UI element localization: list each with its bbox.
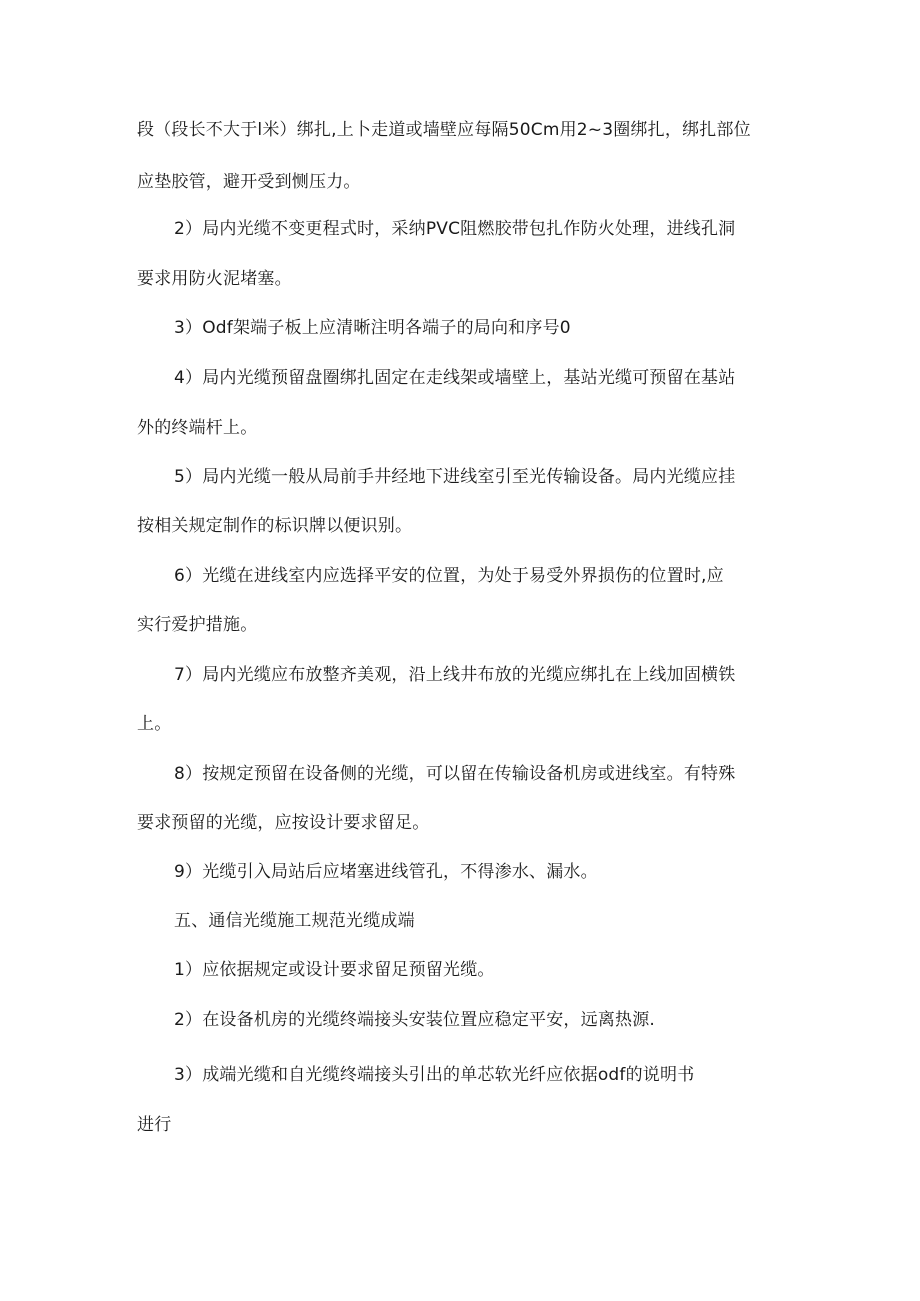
text-line: 2）局内光缆不变更程式时，采纳PVC阻燃胶带包扎作防火处理，进线孔洞 — [174, 219, 736, 239]
text-line: 4）局内光缆预留盘圈绑扎固定在走线架或墙壁上，基站光缆可预留在基站 — [174, 368, 736, 388]
text-line: 8）按规定预留在设备侧的光缆，可以留在传输设备机房或进线室。有特殊 — [174, 764, 736, 784]
text-line: 外的终端杆上。 — [137, 418, 258, 438]
text-line: 要求用防火泥堵塞。 — [137, 269, 292, 289]
text-line: 应垫胶管，避开受到恻压力。 — [137, 172, 361, 192]
text-line: 5）局内光缆一般从局前手井经地下进线室引至光传输设备。局内光缆应挂 — [174, 467, 736, 487]
text-line: 要求预留的光缆，应按设计要求留足。 — [137, 813, 430, 833]
text-line: 2）在设备机房的光缆终端接头安装位置应稳定平安，远离热源. — [174, 1010, 656, 1030]
text-line: 9）光缆引入局站后应堵塞进线管孔，不得渗水、漏水。 — [174, 862, 598, 882]
text-line: 按相关规定制作的标识牌以便识别。 — [137, 516, 413, 536]
text-line: 实行爱护措施。 — [137, 615, 258, 635]
text-line: 上。 — [137, 714, 172, 734]
text-line: 6）光缆在进线室内应选择平安的位置，为处于易受外界损伤的位置时,应 — [174, 566, 724, 586]
text-line: 3）成端光缆和自光缆终端接头引出的单芯软光纤应依据odf的说明书 — [174, 1065, 695, 1085]
text-line: 3）Odf架端子板上应清晰注明各端子的局向和序号0 — [174, 318, 571, 338]
text-line: 1）应依据规定或设计要求留足预留光缆。 — [174, 960, 495, 980]
section-heading: 五、通信光缆施工规范光缆成端 — [174, 911, 415, 931]
text-line: 进行 — [137, 1115, 172, 1135]
text-line: 7）局内光缆应布放整齐美观，沿上线井布放的光缆应绑扎在上线加固横铁 — [174, 665, 736, 685]
text-line: 段（段长不大于l米）绑扎,上卜走道或墙壁应每隔50Cm用2~3圈绑扎，绑扎部位 — [137, 120, 751, 140]
